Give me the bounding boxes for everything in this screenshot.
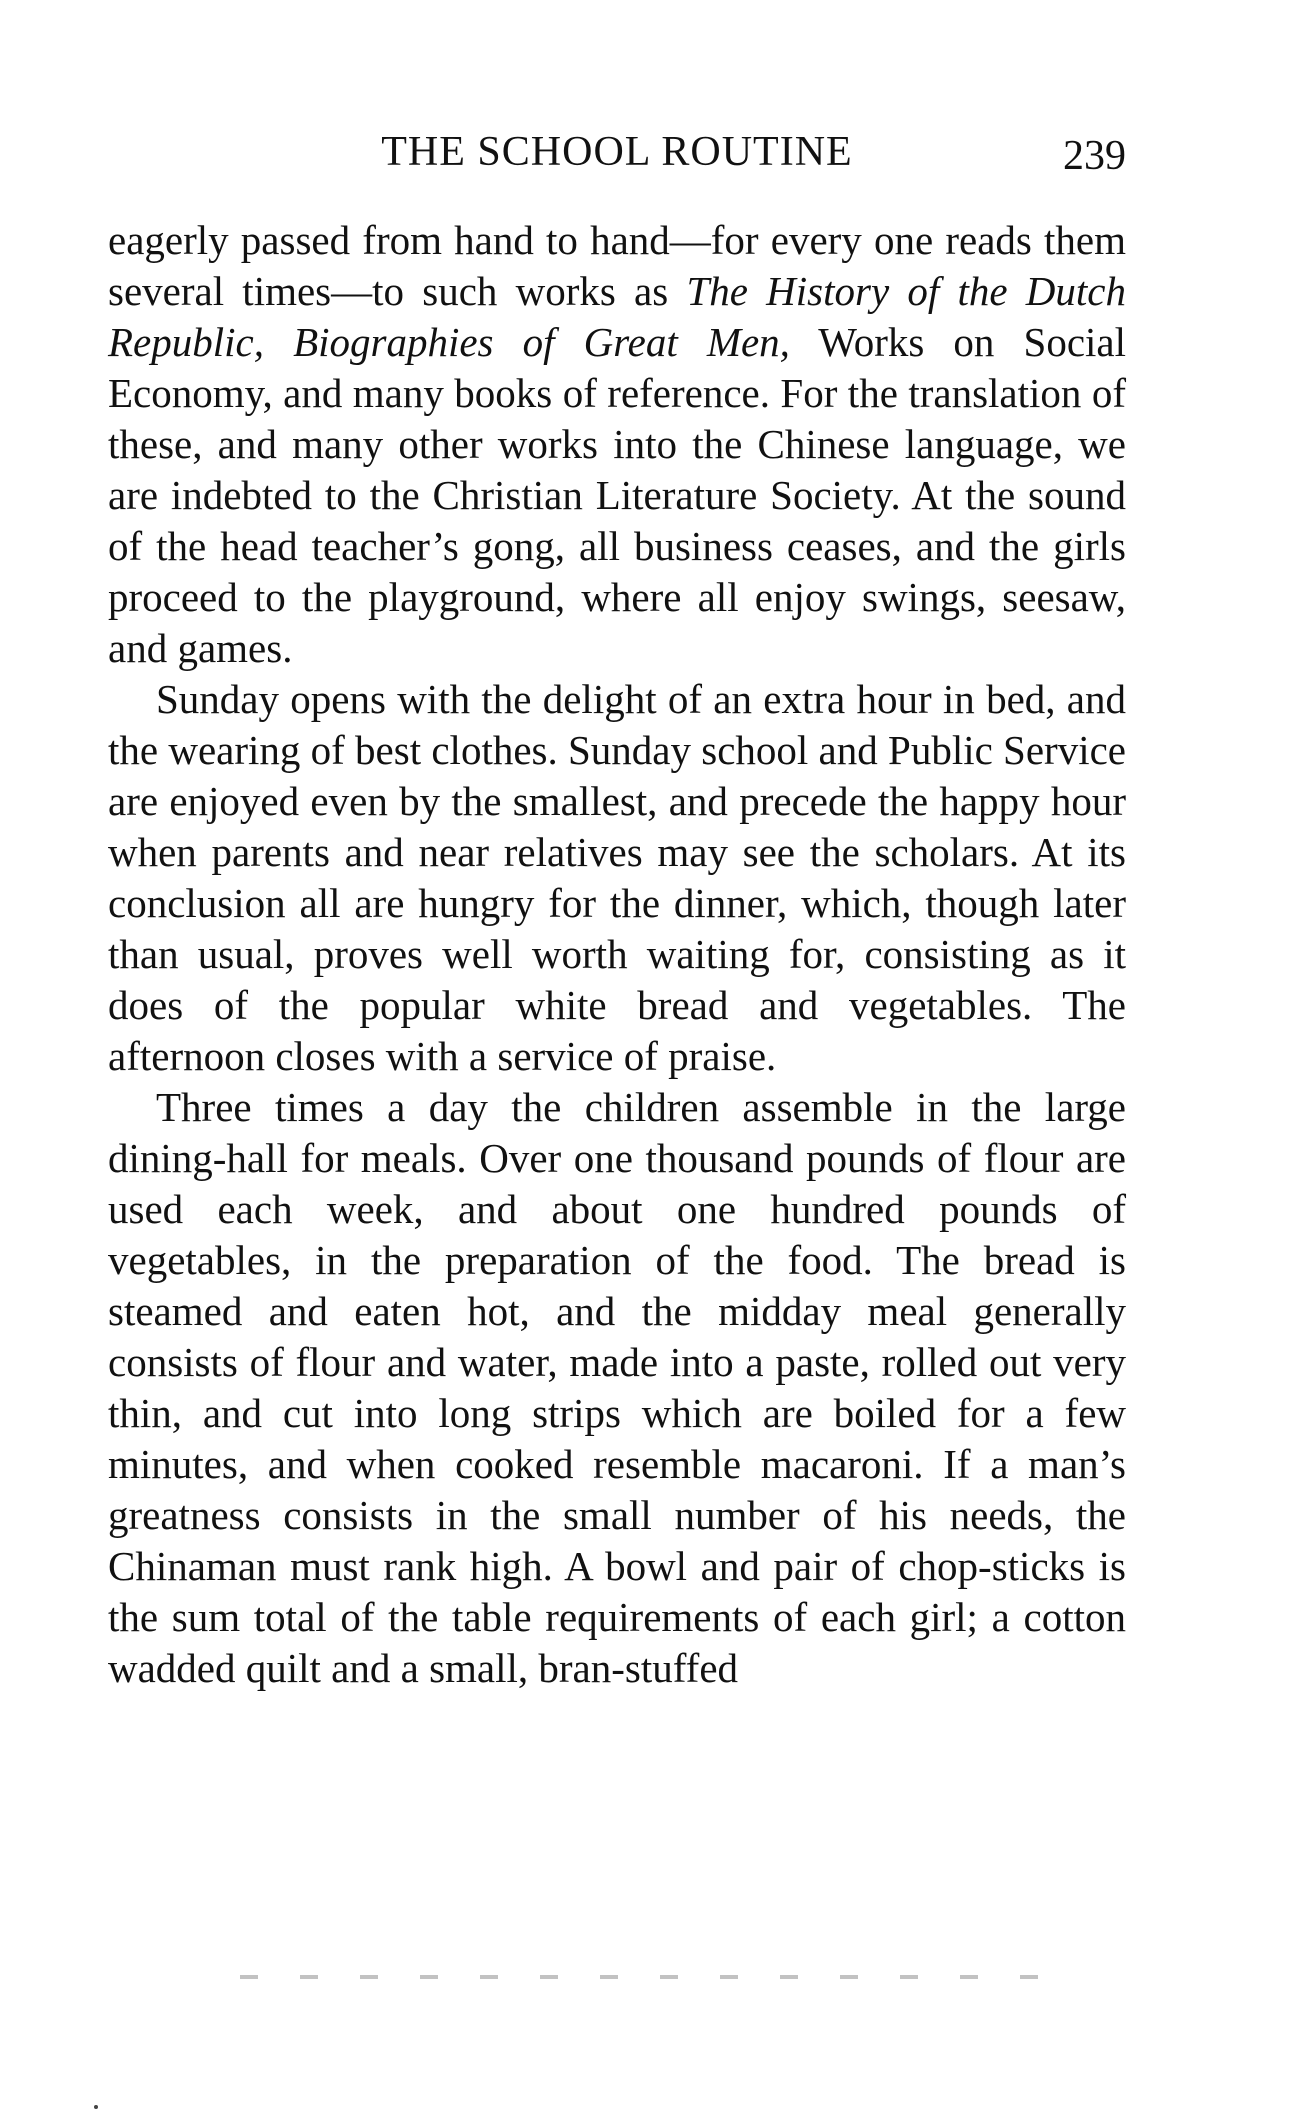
- italic-book-titles: The History of the Dutch Republic, Biographies of Great Men,: [108, 268, 1126, 365]
- paragraph-text: Sunday opens with the delight of an extra hour in bed, and the wearing of best clothes. Sunday school and Public Service are enjoyed even by the smallest, and precede the happy hour when parents and near relatives may see the scholars. At its conclusion all are hungry for the dinner, which, though later than usual, proves well worth waiting for, consisting as it does of the popular white bread and vegetables. The afternoon closes with a service of praise.: [108, 676, 1126, 1079]
- running-head: [108, 122, 1126, 182]
- scan-artifact-dot: [94, 2105, 98, 2109]
- paragraph-text: Works on Social Economy, and many books of reference. For the translation of these, and many other works into the Chinese language, we are indebted to the Christian Literature Society. At the sound of the head teacher’s gong, all business ceases, and the girls proceed to the playground, where all enjoy swings, seesaw, and games.: [108, 319, 1126, 671]
- running-title: THE SCHOOL ROUTINE: [381, 129, 853, 175]
- body-text: [108, 215, 1126, 1694]
- paragraph: [108, 215, 1126, 674]
- paragraph-text: eagerly passed from hand to hand—for every one reads them several times—to such works as: [108, 217, 1126, 314]
- paragraph-text: Three times a day the children assemble in the large dining-hall for meals. Over one thousand pounds of flour are used each week, and about one hundred pounds of vegetables, in the preparation of the food. The bread is steamed and eaten hot, and the midday meal generally consists of flour and water, made into a paste, rolled out very thin, and cut into long strips which are boiled for a few minutes, and when cooked resemble macaroni. If a man’s greatness consists in the small number of his needs, the Chinaman must rank high. A bowl and pair of chop-sticks is the sum total of the table requirements of each girl; a cotton wadded quilt and a small, bran-stuffed: [108, 1084, 1126, 1691]
- paragraph: [108, 1082, 1126, 1694]
- paragraph: [108, 674, 1126, 1082]
- scan-artifact-line: [240, 1975, 1080, 1979]
- page-number: 239: [1063, 133, 1126, 179]
